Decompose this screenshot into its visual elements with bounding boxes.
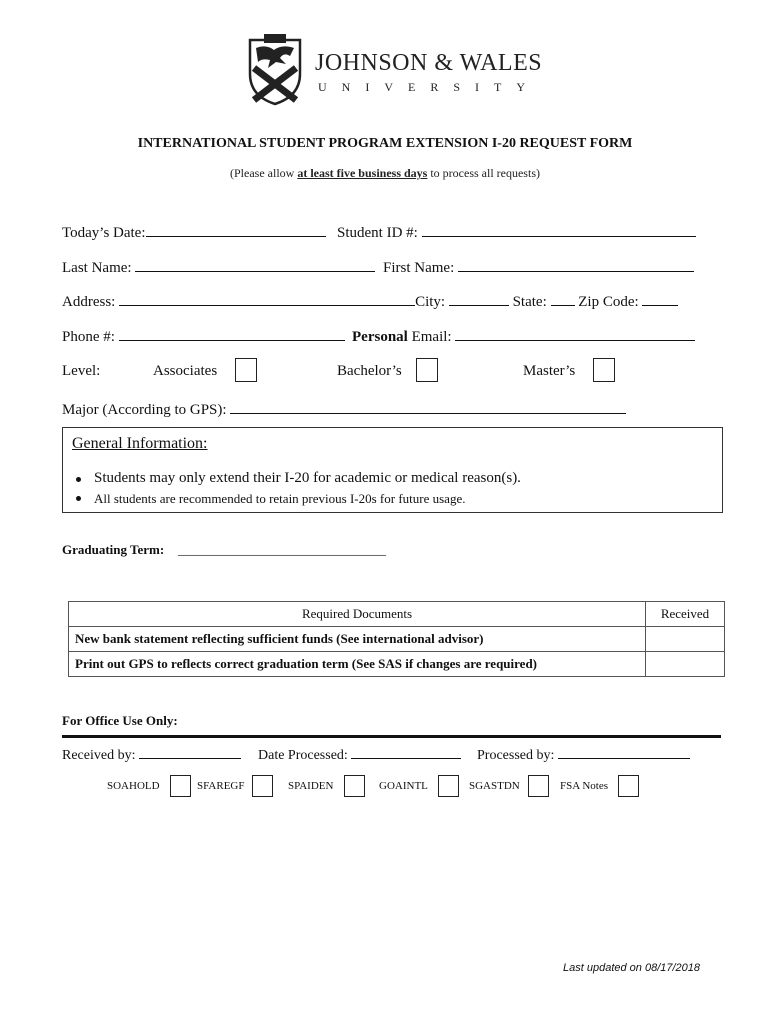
processed-by-field[interactable] (477, 744, 690, 764)
last-updated-note: Last updated on 08/17/2018 (563, 962, 701, 974)
last-name-field[interactable] (62, 257, 375, 277)
document-name: New bank statement reflecting sufficient funds (See international advisor) (69, 627, 646, 652)
general-info-bullet: Students may only extend their I-20 for academic or medical reason(s). (94, 470, 521, 486)
level-label: Level: (62, 363, 101, 379)
processing-note-emphasis: at least five business days (297, 166, 428, 180)
received-header: Received (646, 602, 725, 627)
processing-note: (Please allow at least five business days to process all requests) (230, 166, 540, 180)
bachelors-label: Bachelor’s (337, 363, 402, 379)
last-name-line[interactable] (135, 257, 375, 272)
received-by-field[interactable] (62, 744, 241, 764)
phone-field[interactable] (62, 326, 345, 346)
soahold-label: SOAHOLD (107, 780, 160, 792)
phone-label: Phone #: (62, 329, 115, 345)
state-line[interactable] (551, 291, 575, 306)
soahold-checkbox[interactable] (170, 775, 191, 797)
goaintl-label: GOAINTL (379, 780, 428, 792)
associates-label: Associates (153, 363, 218, 379)
logo-wordmark: JOHNSON & WALES (315, 50, 543, 76)
fsa-notes-label: FSA Notes (560, 780, 608, 792)
processed-by-label: Processed by: (477, 748, 555, 763)
todays-date-field[interactable] (62, 222, 326, 242)
table-row (69, 652, 725, 677)
email-line[interactable] (455, 326, 695, 341)
student-id-field[interactable] (337, 222, 696, 242)
first-name-label: First Name: (383, 260, 455, 276)
major-line[interactable] (230, 399, 626, 414)
table-row (69, 627, 725, 652)
masters-label: Master’s (523, 363, 576, 379)
received-cell[interactable] (646, 652, 725, 677)
city-line[interactable] (449, 291, 509, 306)
bullet-icon (76, 477, 81, 482)
associates-checkbox[interactable] (235, 358, 257, 382)
personal-label: Personal (352, 329, 408, 345)
general-info-title: General Information: (72, 435, 208, 452)
bachelors-checkbox[interactable] (416, 358, 438, 382)
address-label: Address: (62, 294, 116, 310)
office-use-title: For Office Use Only: (62, 713, 178, 728)
processed-by-line[interactable] (558, 744, 690, 759)
graduating-term-line[interactable]: ________________________________ (178, 542, 386, 557)
document-name: Print out GPS to reflects correct graduation term (See SAS if changes are required) (69, 652, 646, 677)
major-field[interactable] (62, 399, 626, 419)
goaintl-checkbox[interactable] (438, 775, 459, 797)
sgastdn-label: SGASTDN (469, 780, 520, 792)
received-by-line[interactable] (139, 744, 241, 759)
address-line[interactable] (119, 291, 415, 306)
logo-subtitle: UNIVERSITY (318, 80, 540, 94)
form-title: INTERNATIONAL STUDENT PROGRAM EXTENSION I-20 REQUEST FORM (137, 136, 633, 151)
fsa-notes-checkbox[interactable] (618, 775, 639, 797)
last-name-label: Last Name: (62, 260, 132, 276)
graduating-term-label: Graduating Term: (62, 542, 165, 557)
table-header-row (69, 602, 725, 627)
zip-label: Zip Code: (578, 294, 639, 310)
todays-date-line[interactable] (146, 222, 326, 237)
todays-date-label: Today’s Date: (62, 225, 146, 241)
zip-line[interactable] (642, 291, 678, 306)
email-label: Email: (407, 329, 452, 345)
spaiden-label: SPAIDEN (288, 780, 334, 792)
address-field[interactable] (62, 291, 678, 311)
required-documents-header: Required Documents (69, 602, 646, 627)
student-id-label: Student ID #: (337, 225, 418, 241)
first-name-line[interactable] (458, 257, 694, 272)
office-divider (62, 735, 721, 738)
bullet-icon (76, 496, 81, 501)
first-name-field[interactable] (383, 257, 694, 277)
date-processed-field[interactable] (258, 744, 461, 764)
sfaregf-checkbox[interactable] (252, 775, 273, 797)
received-by-label: Received by: (62, 748, 136, 763)
spaiden-checkbox[interactable] (344, 775, 365, 797)
phone-line[interactable] (119, 326, 345, 341)
date-processed-line[interactable] (351, 744, 461, 759)
university-crest-logo (246, 34, 304, 106)
received-cell[interactable] (646, 627, 725, 652)
date-processed-label: Date Processed: (258, 748, 348, 763)
sgastdn-checkbox[interactable] (528, 775, 549, 797)
masters-checkbox[interactable] (593, 358, 615, 382)
general-info-bullet: All students are recommended to retain previous I-20s for future usage. (94, 491, 466, 506)
major-label: Major (According to GPS): (62, 402, 227, 418)
student-id-line[interactable] (422, 222, 696, 237)
city-label: City: (415, 294, 446, 310)
sfaregf-label: SFAREGF (197, 780, 245, 792)
required-documents-table (68, 601, 725, 677)
state-label: State: (512, 294, 547, 310)
email-field[interactable] (352, 326, 695, 346)
